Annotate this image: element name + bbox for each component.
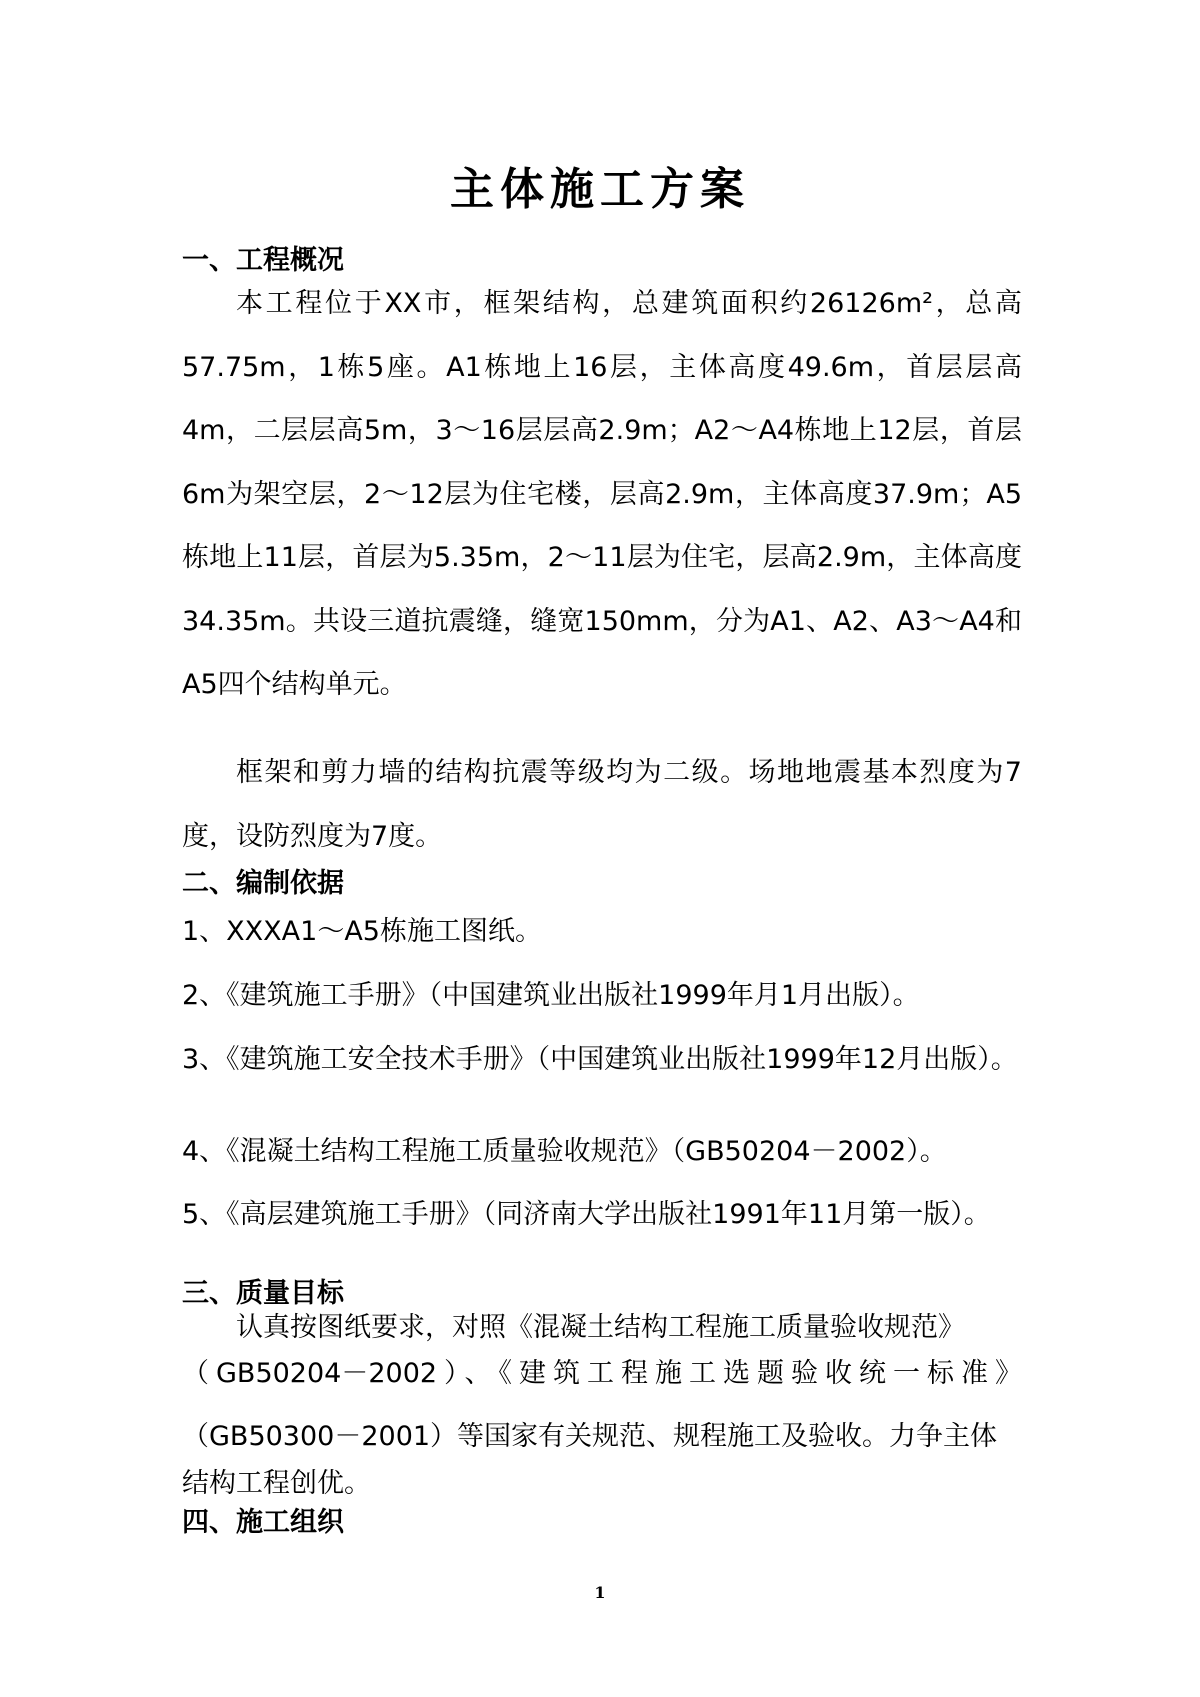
basis-item-1: 1、XXXA1～A5栋施工图纸。 bbox=[182, 916, 542, 947]
section-heading-overview: 一、工程概况 bbox=[182, 245, 344, 276]
section-heading-quality: 三、质量目标 bbox=[182, 1278, 344, 1309]
quality-line-1: 认真按图纸要求，对照《混凝土结构工程施工质量验收规范》 bbox=[236, 1312, 965, 1343]
document-title: 主体施工方案 bbox=[450, 164, 750, 215]
basis-item-4: 4、《混凝土结构工程施工质量验收规范》（GB50204－2002）。 bbox=[182, 1136, 947, 1167]
page-number: 1 bbox=[594, 1583, 606, 1602]
quality-line-2: （GB50204－2002）、《建筑工程施工选题验收统一标准》 bbox=[182, 1358, 1022, 1389]
section-heading-organization: 四、施工组织 bbox=[182, 1507, 344, 1538]
quality-line-4: 结构工程创优。 bbox=[182, 1468, 371, 1499]
basis-item-3: 3、《建筑施工安全技术手册》（中国建筑业出版社1999年12月出版）。 bbox=[182, 1044, 1018, 1075]
overview-paragraph-1: 本工程位于XX市，框架结构，总建筑面积约26126m²，总高57.75m，1栋5座。A1栋地上16层，主体高度49.6m，首层层高4m，二层层高5m，3～16层层高2.9m；A2～A4栋地上12层，首层6m为架空层，2～12层为住宅楼，层高2.9m，主体高度37.9m；A5栋地上11层，首层为5.35m，2～11层为住宅，层高2.9m，主体高度34.35m。共设三道抗震缝，缝宽150mm，分为A1、A2、A3～A4和A5四个结构单元。 bbox=[182, 288, 1022, 700]
basis-item-5: 5、《高层建筑施工手册》（同济南大学出版社1991年11月第一版）。 bbox=[182, 1199, 991, 1230]
quality-line-3: （GB50300－2001）等国家有关规范、规程施工及验收。力争主体 bbox=[182, 1421, 998, 1452]
basis-item-2: 2、《建筑施工手册》（中国建筑业出版社1999年月1月出版）。 bbox=[182, 980, 920, 1011]
section-heading-basis: 二、编制依据 bbox=[182, 868, 344, 899]
overview-paragraph-2: 框架和剪力墙的结构抗震等级均为二级。场地地震基本烈度为7度，设防烈度为7度。 bbox=[182, 757, 1022, 852]
